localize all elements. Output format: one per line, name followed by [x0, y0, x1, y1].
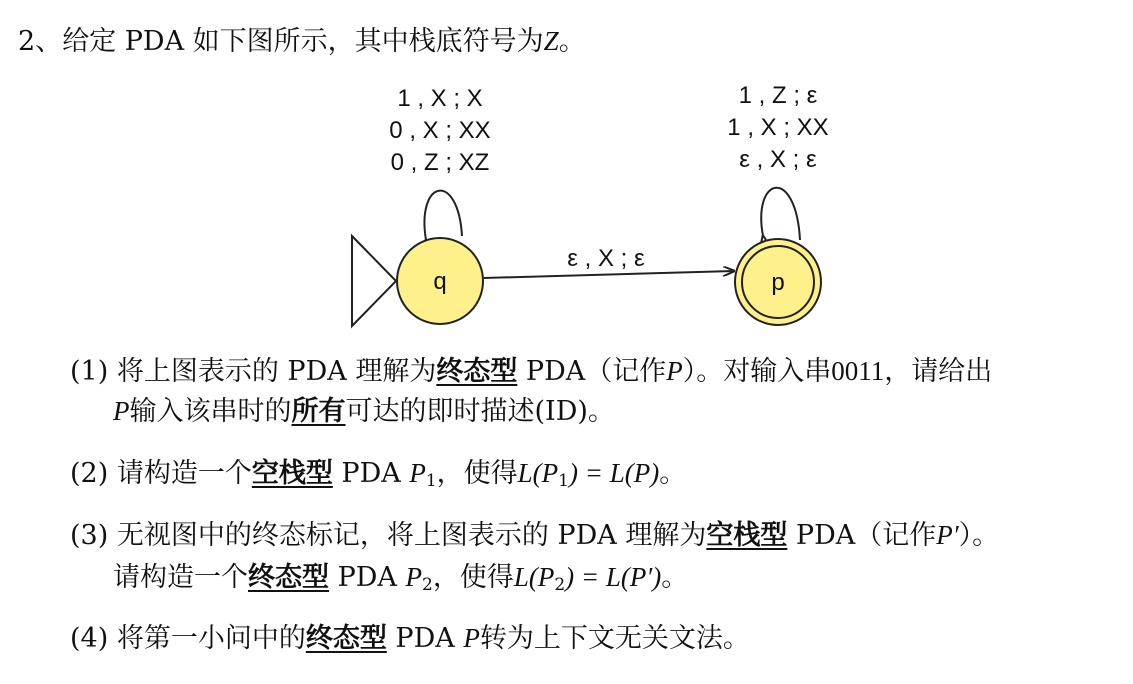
q1-text-4: ，请给出: [884, 356, 993, 387]
q3-line2-var: P: [405, 562, 422, 592]
q4-text-3: 转为上下文无关文法。: [479, 623, 750, 654]
q2-end: 。: [659, 458, 687, 489]
q1-input-string: 0011: [831, 356, 885, 386]
p-loop-label-2: 1 , X ; XX: [727, 114, 829, 141]
state-p-label: p: [771, 269, 785, 296]
q1-line2-var: P: [113, 396, 130, 426]
question-4: [70, 622, 750, 655]
question-1-line-2: [113, 395, 615, 428]
q3-eq-sub: 2: [554, 575, 566, 595]
q3-var: P′: [936, 520, 959, 550]
transition-label: ε , X ; ε: [567, 245, 645, 272]
q2-eq-sub: 1: [558, 471, 569, 491]
q-self-loop: [424, 191, 462, 240]
q1-text-3: ）。对输入串: [682, 356, 832, 387]
q2-eq-right: ) = L(P): [568, 458, 660, 488]
q4-keyword: 终态型: [305, 623, 387, 654]
stack-bottom-symbol: Z: [543, 26, 559, 56]
q3-line2-var-sub: 2: [421, 575, 433, 595]
q1-line2-keyword: 所有: [291, 396, 346, 427]
question-3-line-2: [113, 561, 688, 601]
q2-keyword: 空栈型: [251, 458, 333, 489]
q3-keyword: 空栈型: [706, 520, 788, 551]
q-loop-label-1: 1 , X ; X: [397, 85, 483, 112]
p-loop-label-3: ε , X ; ε: [739, 146, 817, 173]
q1-line2-text-1: 输入该串时的: [129, 396, 292, 427]
p-self-loop: [761, 188, 800, 240]
q1-text-2: PDA（记作: [517, 356, 667, 387]
question-1: [70, 355, 992, 388]
transition-arrow: [484, 271, 734, 278]
q4-text-1: 将第一小问中的: [116, 623, 306, 654]
q1-line2-text-2: 可达的即时描述(ID)。: [345, 396, 615, 427]
q2-eq-left: L(P: [517, 458, 559, 488]
q3-text-3: ）。: [958, 520, 1000, 551]
q4-number: (4): [70, 623, 109, 654]
question-3: [70, 519, 999, 552]
q2-number: (2): [70, 458, 109, 489]
q3-eq-left: L(P: [513, 562, 555, 592]
q3-text-1: 无视图中的终态标记，将上图表示的 PDA 理解为: [116, 520, 707, 551]
question-2: [70, 457, 686, 497]
q1-number: (1): [70, 356, 109, 387]
q2-text-2: PDA: [332, 458, 410, 489]
q2-var-sub: 1: [425, 471, 437, 491]
q2-text-3: ，使得: [436, 458, 518, 489]
q2-text-1: 请构造一个: [116, 458, 252, 489]
problem-text: 给定 PDA 如下图所示，其中栈底符号为: [62, 26, 544, 57]
state-q-label: q: [433, 268, 447, 295]
q3-line2-text-2: PDA: [329, 562, 406, 593]
q1-var: P: [666, 356, 683, 386]
q3-number: (3): [70, 520, 109, 551]
q-loop-label-3: 0 , Z ; XZ: [390, 149, 490, 176]
q3-line2-text-1: 请构造一个: [113, 562, 248, 593]
q-loop-label-2: 0 , X ; XX: [389, 117, 491, 144]
q3-end: 。: [661, 562, 689, 593]
q3-eq-right: ) = L(P′): [565, 562, 662, 592]
p-loop-label-1: 1 , Z ; ε: [738, 82, 818, 109]
q1-keyword: 终态型: [436, 356, 518, 387]
q3-text-2: PDA（记作: [787, 520, 937, 551]
q4-var: P: [463, 623, 480, 653]
problem-number: 2、: [18, 26, 63, 57]
q3-line2-text-3: ，使得: [432, 562, 514, 593]
q3-line2-keyword: 终态型: [248, 562, 329, 593]
q4-text-2: PDA: [386, 623, 464, 654]
initial-state-marker: [352, 236, 396, 326]
problem-end: 。: [558, 26, 586, 57]
q2-var: P: [409, 458, 426, 488]
q1-text-1: 将上图表示的 PDA 理解为: [116, 356, 437, 387]
